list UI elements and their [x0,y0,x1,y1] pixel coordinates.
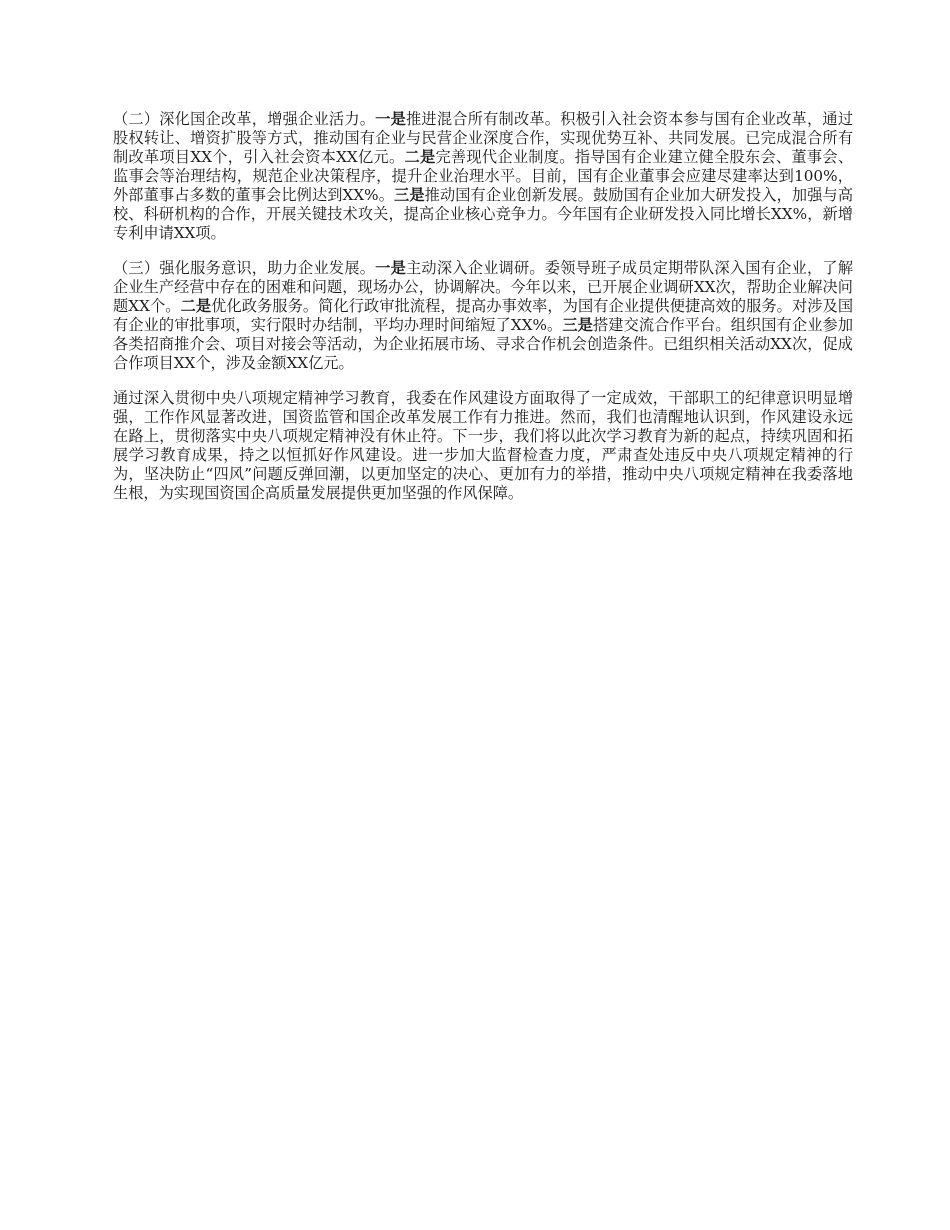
section-2-point-3-label: 三是 [394,186,425,204]
section-2-heading: （二）深化国企改革，增强企业活力。 [113,110,376,128]
conclusion-text: 通过深入贯彻中央八项规定精神学习教育，我委在作风建设方面取得了一定成效，干部职工的纪律意识明显增强，工作作风显著改进，国资监管和国企改革发展工作有力推进。然而，我们也清醒地认识到，作风建设永远在路上，贯彻落实中央八项规定精神没有休止符。下一步，我们将以此次学习教育为新的起点，持续巩固和拓展学习教育成果，持之以恒抓好作风建设。进一步加大监督检查力度，严肃查处违反中央八项规定精神的行为，坚决防止“四风”问题反弹回潮，以更加坚定的决心、更加有力的举措，推动中央八项规定精神在我委落地生根，为实现国资国企高质量发展提供更加坚强的作风保障。 [113,389,853,502]
section-2-point-2-label: 二是 [404,148,436,166]
section-3-point-3-label: 三是 [562,316,593,334]
section-3-point-2-text: 优化政务服务。简化行政审批流程，提高办事效率，为国有企业提供便捷高效的服务。对涉及国有企业的审批事项，实行限时办结制，平均办理时间缩短了XX%。 [113,297,854,334]
section-3-point-3-text: 搭建交流合作平台。组织国有企业参加各类招商推介会、项目对接会等活动，为企业拓展市场、寻求合作机会创造条件。已组织相关活动XX次，促成合作项目XX个，涉及金额XX亿元。 [113,316,854,372]
paragraph-conclusion [113,389,853,503]
section-3-point-2-label: 二是 [180,297,212,315]
section-2-point-1-text: 推进混合所有制改革。积极引入社会资本参与国有企业改革，通过股权转让、增资扩股等方式，推动国有企业与民营企业深度合作，实现优势互补、共同发展。已完成混合所有制改革项目XX个，引入社会资本XX亿元。 [113,110,854,166]
section-3-point-1-text: 主动深入企业调研。委领导班子成员定期带队深入国有企业，了解企业生产经营中存在的困难和问题，现场办公，协调解决。今年以来，已开展企业调研XX次，帮助企业解决问题XX个。 [113,259,854,315]
section-2-point-2-text: 完善现代企业制度。指导国有企业建立健全股东会、董事会、监事会等治理结构，规范企业决策程序，提升企业治理水平。目前，国有企业董事会应建尽建率达到100%，外部董事占多数的董事会比例达到XX%。 [113,148,854,204]
section-3-heading: （三）强化服务意识，助力企业发展。 [113,259,376,277]
paragraph-section-2 [113,110,853,243]
paragraph-section-3 [113,259,853,373]
section-2-point-3-text: 推动国有企业创新发展。鼓励国有企业加大研发投入，加强与高校、科研机构的合作，开展关键技术攻关，提高企业核心竞争力。今年国有企业研发投入同比增长XX%，新增专利申请XX项。 [113,186,854,242]
section-2-point-1-label: 一是 [375,110,407,128]
section-3-point-1-label: 一是 [375,259,407,277]
document-page [113,110,853,519]
